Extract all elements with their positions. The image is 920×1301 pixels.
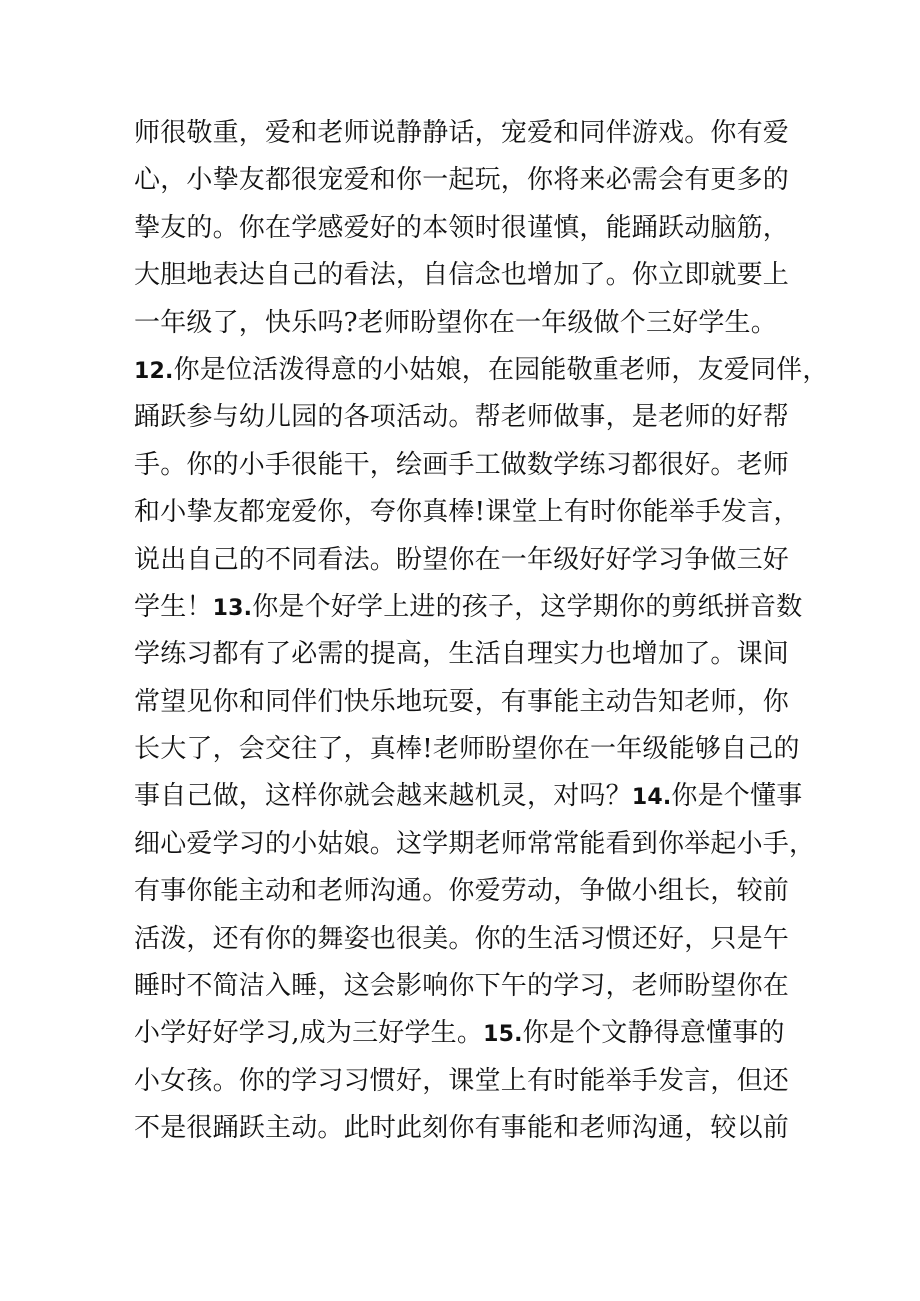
text-segment: 学生！ [134, 591, 213, 622]
text-segment: 手。你的小手很能干，绘画手工做数学练习都很好。老师 [134, 449, 790, 480]
text-line [134, 773, 814, 820]
text-line [134, 1010, 814, 1057]
text-segment: 长大了，会交往了，真棒!老师盼望你在一年级能够自己的 [134, 734, 800, 765]
text-segment: 有事你能主动和老师沟通。你爱劳动，争做小组长，较前 [134, 876, 790, 907]
text-segment: 和小挚友都宠爱你，夸你真棒!课堂上有时你能举手发言， [134, 497, 800, 528]
text-segment: 细心爱学习的小姑娘。这学期老师常常能看到你举起小手， [134, 828, 816, 859]
text-segment: 活泼，还有你的舞姿也很美。你的生活习惯还好，只是午 [134, 923, 790, 954]
text-segment: 师很敬重，爱和老师说静静话，宠爱和同伴游戏。你有爱 [134, 118, 790, 148]
text-line [134, 584, 814, 631]
text-segment: 你是个懂事 [671, 781, 803, 812]
item-number: 12. [134, 358, 174, 384]
text-segment: 一年级了，快乐吗?老师盼望你在一年级做个三好学生。 [134, 307, 777, 338]
text-line [134, 300, 814, 347]
text-line [134, 252, 814, 299]
text-line [134, 1058, 814, 1105]
text-segment: 踊跃参与幼儿园的各项活动。帮老师做事，是老师的好帮 [134, 402, 790, 433]
body-text [134, 110, 829, 1153]
text-segment: 常望见你和同伴们快乐地玩耍，有事能主动告知老师，你 [134, 686, 790, 717]
text-line [134, 1105, 814, 1152]
text-line [134, 821, 814, 868]
text-segment: 说出自己的不同看法。盼望你在一年级好好学习争做三好 [134, 544, 790, 575]
text-segment: 大胆地表达自己的看法，自信念也增加了。你立即就要上 [134, 260, 790, 291]
text-line [134, 868, 814, 915]
text-line [134, 489, 814, 536]
text-line [134, 205, 814, 252]
text-line [134, 110, 814, 157]
text-line [134, 442, 814, 489]
text-line [134, 679, 814, 726]
item-number: 13. [212, 595, 253, 621]
text-segment: 小女孩。你的学习习惯好，课堂上有时能举手发言，但还 [134, 1065, 790, 1096]
text-segment: 你是位活泼得意的小姑娘，在园能敬重老师，友爱同伴， [173, 354, 829, 385]
text-line [134, 916, 814, 963]
text-segment: 挚友的。你在学感爱好的本领时很谨慎，能踊跃动脑筋， [134, 212, 790, 243]
text-segment: 睡时不简洁入睡，这会影响你下午的学习，老师盼望你在 [134, 971, 790, 1002]
item-number: 15. [483, 1022, 523, 1048]
text-segment: 小学好好学习,成为三好学生。 [134, 1018, 484, 1049]
text-line [134, 726, 814, 773]
text-segment: 事自己做，这样你就会越来越机灵，对吗？ [134, 781, 632, 812]
text-line [134, 347, 829, 394]
text-line [134, 394, 814, 441]
text-line [134, 537, 814, 584]
item-number: 14. [631, 785, 672, 811]
text-segment: 不是很踊跃主动。此时此刻你有事能和老师沟通，较以前 [134, 1113, 790, 1144]
text-line [134, 631, 814, 678]
text-segment: 你是个文静得意懂事的 [522, 1018, 785, 1049]
text-segment: 心，小挚友都很宠爱和你一起玩，你将来必需会有更多的 [134, 165, 790, 196]
text-segment: 学练习都有了必需的提高，生活自理实力也增加了。课间 [134, 639, 790, 670]
text-segment: 你是个好学上进的孩子，这学期你的剪纸拼音数 [252, 591, 803, 622]
text-line [134, 963, 814, 1010]
text-line [134, 157, 814, 204]
